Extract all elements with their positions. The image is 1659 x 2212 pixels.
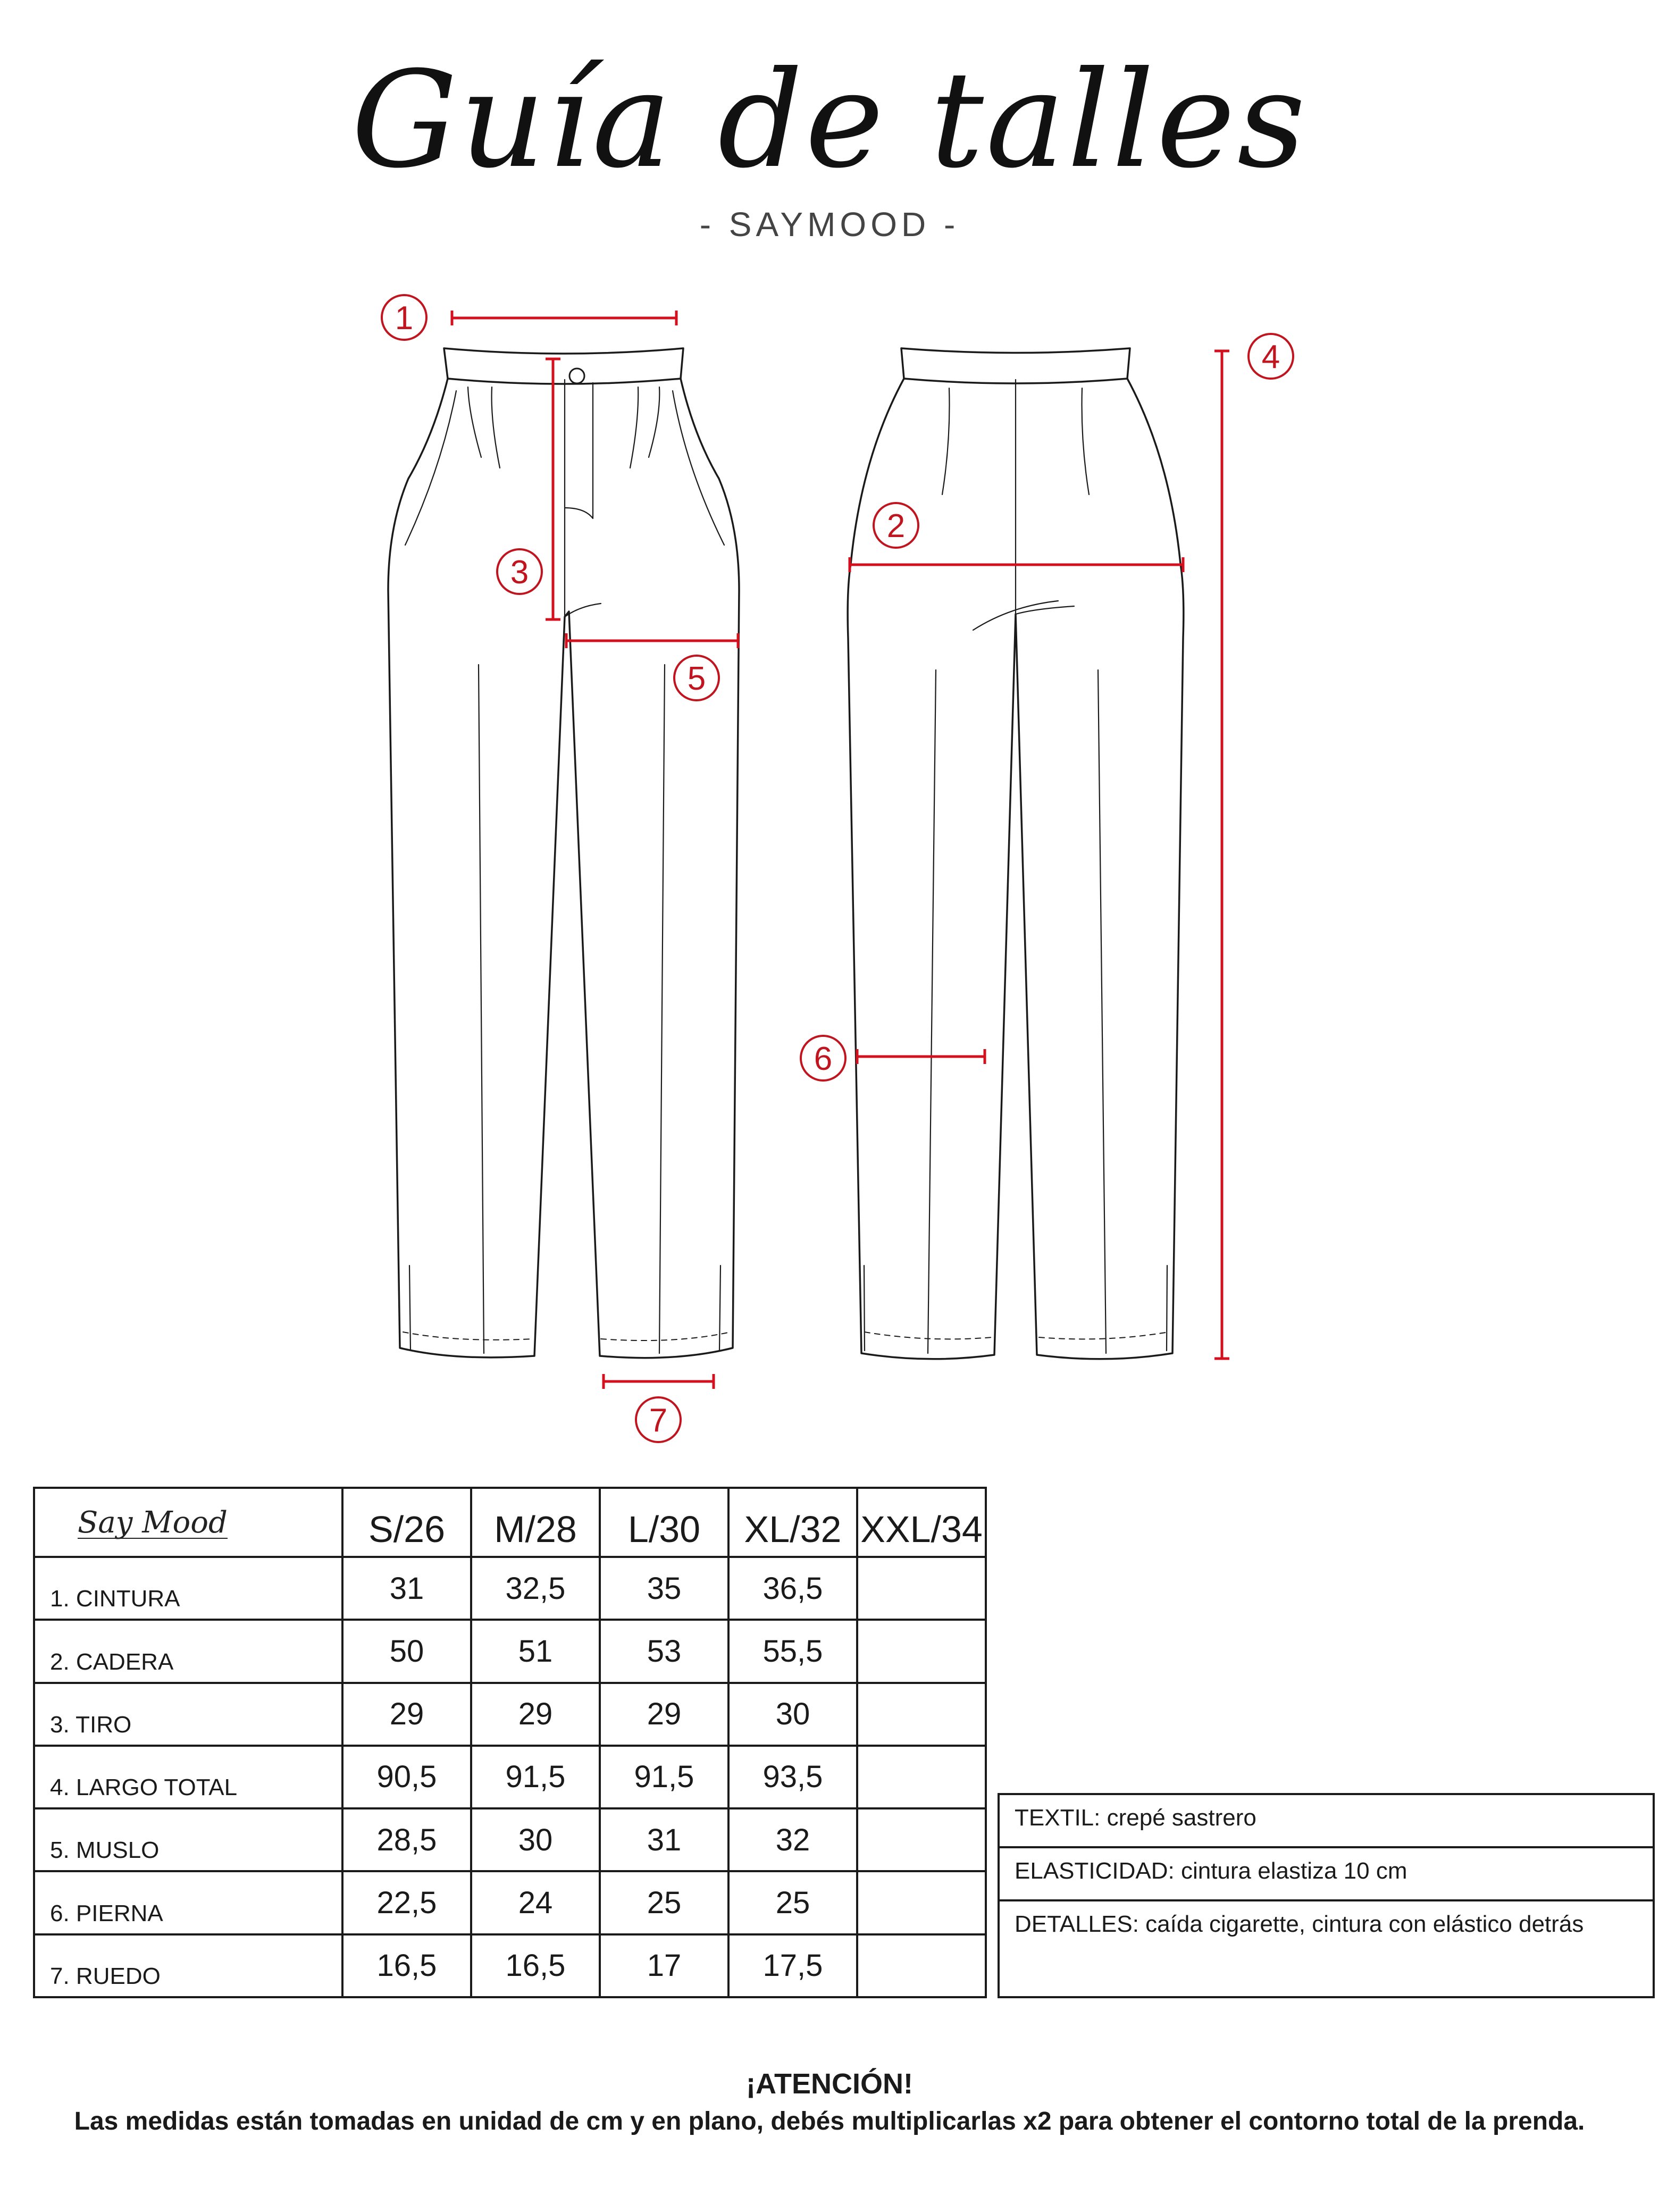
table-row bbox=[34, 1557, 986, 1620]
table-cell: 30 bbox=[728, 1683, 857, 1746]
table-cell: 50 bbox=[342, 1620, 471, 1682]
table-row bbox=[34, 1934, 986, 1997]
row-label: 5. MUSLO bbox=[34, 1808, 342, 1871]
size-header: M/28 bbox=[471, 1488, 600, 1557]
table-cell: 90,5 bbox=[342, 1746, 471, 1808]
table-cell: 36,5 bbox=[728, 1557, 857, 1620]
measure-line-2 bbox=[850, 557, 1183, 572]
svg-text:5: 5 bbox=[687, 660, 706, 697]
table-row bbox=[34, 1746, 986, 1808]
callout-3 bbox=[497, 549, 542, 594]
table-cell: 16,5 bbox=[471, 1934, 600, 1997]
table-cell: 35 bbox=[600, 1557, 728, 1620]
measure-line-3 bbox=[546, 359, 560, 619]
table-cell: 32 bbox=[728, 1808, 857, 1871]
table-cell: 29 bbox=[471, 1683, 600, 1746]
callout-1 bbox=[382, 295, 426, 340]
table-cell: 25 bbox=[728, 1871, 857, 1934]
info-elasticidad: ELASTICIDAD: cintura elastiza 10 cm bbox=[999, 1847, 1654, 1900]
table-row bbox=[34, 1808, 986, 1871]
table-cell: 17 bbox=[600, 1934, 728, 1997]
table-row bbox=[34, 1683, 986, 1746]
row-label: 7. RUEDO bbox=[34, 1934, 342, 1997]
page-title: Guía de talles bbox=[351, 43, 1308, 197]
info-textil: TEXTIL: crepé sastrero bbox=[999, 1794, 1654, 1847]
table-cell: 22,5 bbox=[342, 1871, 471, 1934]
size-table bbox=[33, 1487, 987, 1998]
svg-text:6: 6 bbox=[814, 1041, 833, 1077]
svg-text:1: 1 bbox=[395, 300, 414, 337]
row-label: 6. PIERNA bbox=[34, 1871, 342, 1934]
measure-line-4 bbox=[1214, 351, 1229, 1359]
measure-line-1 bbox=[452, 311, 676, 325]
table-cell: 32,5 bbox=[471, 1557, 600, 1620]
table-cell: 51 bbox=[471, 1620, 600, 1682]
table-cell bbox=[857, 1746, 986, 1808]
callout-7 bbox=[636, 1397, 681, 1442]
notice-text: Las medidas están tomadas en unidad de cm y en plano, debés multiplicarlas x2 para obtener el contorno total de la prenda. bbox=[74, 2107, 1585, 2135]
table-cell: 93,5 bbox=[728, 1746, 857, 1808]
brand-subtitle: - SAYMOOD - bbox=[699, 205, 960, 244]
table-cell: 16,5 bbox=[342, 1934, 471, 1997]
size-header: S/26 bbox=[342, 1488, 471, 1557]
size-header-row bbox=[34, 1488, 986, 1557]
table-cell: 31 bbox=[600, 1808, 728, 1871]
table-cell: 28,5 bbox=[342, 1808, 471, 1871]
callout-4 bbox=[1249, 334, 1293, 379]
table-cell: 25 bbox=[600, 1871, 728, 1934]
table-cell bbox=[857, 1620, 986, 1682]
size-header: XL/32 bbox=[728, 1488, 857, 1557]
callout-2 bbox=[874, 503, 918, 548]
pants-front-view bbox=[388, 348, 739, 1358]
table-cell bbox=[857, 1557, 986, 1620]
measure-line-7 bbox=[604, 1374, 714, 1389]
fabric-info-table bbox=[998, 1793, 1655, 1998]
table-cell bbox=[857, 1934, 986, 1997]
table-cell: 91,5 bbox=[600, 1746, 728, 1808]
row-label: 2. CADERA bbox=[34, 1620, 342, 1682]
table-cell: 17,5 bbox=[728, 1934, 857, 1997]
table-cell: 55,5 bbox=[728, 1620, 857, 1682]
notice-heading: ¡ATENCIÓN! bbox=[746, 2068, 913, 2100]
brand-logo: Say Mood bbox=[34, 1488, 342, 1557]
row-label: 3. TIRO bbox=[34, 1683, 342, 1746]
table-cell bbox=[857, 1683, 986, 1746]
table-cell: 31 bbox=[342, 1557, 471, 1620]
table-cell: 29 bbox=[342, 1683, 471, 1746]
info-detalles: DETALLES: caída cigarette, cintura con elástico detrás bbox=[999, 1900, 1654, 1997]
svg-text:4: 4 bbox=[1261, 339, 1280, 375]
svg-text:7: 7 bbox=[649, 1402, 668, 1439]
table-cell: 30 bbox=[471, 1808, 600, 1871]
size-header: XXL/34 bbox=[857, 1488, 986, 1557]
table-cell: 91,5 bbox=[471, 1746, 600, 1808]
callout-5 bbox=[674, 656, 719, 700]
table-row bbox=[34, 1620, 986, 1682]
table-cell bbox=[857, 1808, 986, 1871]
table-row bbox=[34, 1871, 986, 1934]
table-cell: 24 bbox=[471, 1871, 600, 1934]
table-cell: 29 bbox=[600, 1683, 728, 1746]
table-cell bbox=[857, 1871, 986, 1934]
measure-line-6 bbox=[857, 1049, 985, 1064]
pants-back-view bbox=[848, 348, 1184, 1359]
size-header: L/30 bbox=[600, 1488, 728, 1557]
row-label: 4. LARGO TOTAL bbox=[34, 1746, 342, 1808]
measure-line-5 bbox=[566, 633, 738, 648]
table-cell: 53 bbox=[600, 1620, 728, 1682]
callout-6 bbox=[801, 1036, 845, 1080]
row-label: 1. CINTURA bbox=[34, 1557, 342, 1620]
svg-text:2: 2 bbox=[886, 508, 906, 544]
svg-text:3: 3 bbox=[510, 554, 529, 591]
